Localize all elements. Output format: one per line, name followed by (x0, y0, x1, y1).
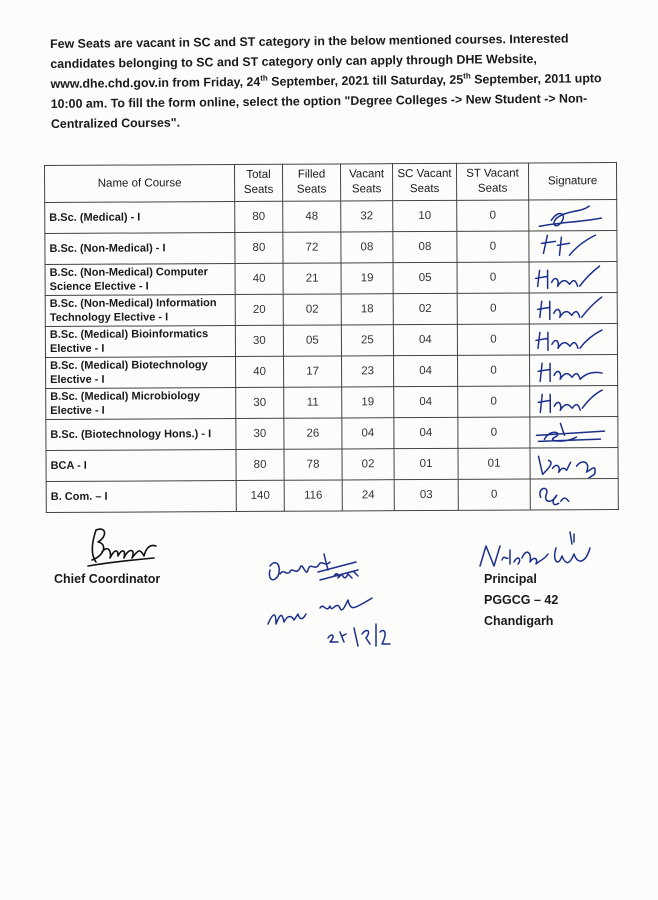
st-vacant-seats: 0 (457, 231, 529, 262)
row-signature (529, 231, 617, 262)
filled-seats: 05 (283, 325, 341, 356)
course-name: B.Sc. (Non-Medical) Information Technology Elective - I (45, 295, 235, 327)
college-city: Chandigarh (484, 614, 554, 628)
row-signature (529, 324, 617, 355)
filled-seats: 02 (283, 294, 341, 325)
header-st: ST Vacant Seats (456, 163, 528, 200)
vacant-seats: 02 (342, 449, 394, 480)
course-name: B.Sc. (Non-Medical) Computer Science Elective - I (45, 264, 235, 296)
header-course: Name of Course (45, 165, 235, 203)
filled-seats: 48 (283, 201, 341, 232)
sc-vacant-seats: 01 (394, 448, 458, 479)
principal-block (484, 569, 558, 632)
table-row (46, 447, 618, 481)
st-vacant-seats: 0 (457, 200, 529, 231)
total-seats: 40 (235, 263, 283, 294)
row-signature (530, 354, 618, 385)
table-row (46, 416, 618, 450)
vacant-seats: 08 (341, 232, 393, 263)
table-row (45, 324, 617, 358)
sc-vacant-seats: 04 (393, 324, 457, 355)
course-name: BCA - I (46, 449, 236, 481)
vacant-seats: 25 (341, 325, 393, 356)
chief-coordinator-signature (82, 522, 162, 572)
filled-seats: 72 (283, 232, 341, 263)
st-vacant-seats: 01 (458, 448, 530, 479)
st-vacant-seats: 0 (458, 355, 530, 386)
table-row (46, 478, 618, 512)
course-name: B.Sc. (Non-Medical) - I (45, 233, 235, 265)
vacant-seats: 04 (342, 418, 394, 449)
row-signature (530, 478, 618, 509)
row-signature (530, 447, 618, 478)
vacant-seats: 32 (341, 201, 393, 232)
table-header-row (45, 163, 617, 203)
filled-seats: 21 (283, 263, 341, 294)
total-seats: 30 (236, 418, 284, 449)
filled-seats: 78 (284, 449, 342, 480)
course-name: B.Sc. (Biotechnology Hons.) - I (46, 418, 236, 450)
principal-label: Principal (484, 572, 537, 586)
sc-vacant-seats: 03 (394, 479, 458, 510)
chief-coordinator-label: Chief Coordinator (54, 572, 161, 586)
filled-seats: 11 (284, 387, 342, 418)
sc-vacant-seats: 04 (394, 355, 458, 386)
total-seats: 20 (235, 294, 283, 325)
table-row (46, 385, 618, 419)
table-row (45, 293, 617, 327)
row-signature (530, 385, 618, 416)
staff-signatures (262, 548, 432, 648)
row-signature (530, 416, 618, 447)
st-vacant-seats: 0 (457, 262, 529, 293)
total-seats: 40 (236, 356, 284, 387)
course-name: B.Sc. (Medical) Microbiology Elective - I (46, 387, 236, 419)
st-vacant-seats: 0 (457, 293, 529, 324)
vacant-seats: 19 (342, 387, 394, 418)
header-total: Total Seats (235, 164, 283, 201)
row-signature (529, 200, 617, 231)
course-name: B.Sc. (Medical) Biotechnology Elective - I (46, 356, 236, 388)
filled-seats: 17 (284, 356, 342, 387)
notice-paragraph: Few Seats are vacant in SC and ST category in the below mentioned courses. Interested candidates belonging to SC and ST category only can apply through DHE Website, www.dhe.chd.gov.in from Friday, 24th September, 2021 till Saturday, 25th September, 2011 upto 10:00 am. To fill the form online, select the option "Degree Colleges -> New Student -> Non-Centralized Courses". (50, 31, 602, 131)
total-seats: 80 (236, 449, 284, 480)
row-signature (529, 293, 617, 324)
course-name: B. Com. – I (46, 480, 236, 512)
vacant-seats: 19 (341, 263, 393, 294)
filled-seats: 26 (284, 418, 342, 449)
college-name: PGGCG – 42 (484, 593, 559, 607)
table-row (45, 200, 617, 234)
sc-vacant-seats: 08 (393, 231, 457, 262)
sc-vacant-seats: 04 (394, 386, 458, 417)
st-vacant-seats: 0 (457, 324, 529, 355)
row-signature (529, 262, 617, 293)
total-seats: 80 (235, 232, 283, 263)
sc-vacant-seats: 04 (394, 417, 458, 448)
total-seats: 30 (236, 387, 284, 418)
course-name: B.Sc. (Medical) Bioinformatics Elective - I (45, 326, 235, 358)
filled-seats: 116 (284, 480, 342, 511)
st-vacant-seats: 0 (458, 386, 530, 417)
table-row (45, 262, 617, 296)
total-seats: 140 (236, 480, 284, 511)
header-vacant: Vacant Seats (340, 164, 392, 201)
table-row (45, 231, 617, 265)
course-name: B.Sc. (Medical) - I (45, 202, 235, 234)
st-vacant-seats: 0 (458, 417, 530, 448)
vacant-seats: 18 (341, 294, 393, 325)
sc-vacant-seats: 10 (393, 200, 457, 231)
vacant-seats-table (44, 162, 619, 513)
sc-vacant-seats: 05 (393, 262, 457, 293)
table-row (46, 354, 618, 388)
header-filled: Filled Seats (282, 164, 340, 201)
vacant-seats: 24 (342, 480, 394, 511)
sc-vacant-seats: 02 (393, 293, 457, 324)
st-vacant-seats: 0 (458, 479, 530, 510)
total-seats: 30 (235, 325, 283, 356)
header-signature: Signature (528, 163, 616, 200)
total-seats: 80 (235, 201, 283, 232)
vacant-seats: 23 (342, 356, 394, 387)
header-sc: SC Vacant Seats (392, 163, 456, 200)
